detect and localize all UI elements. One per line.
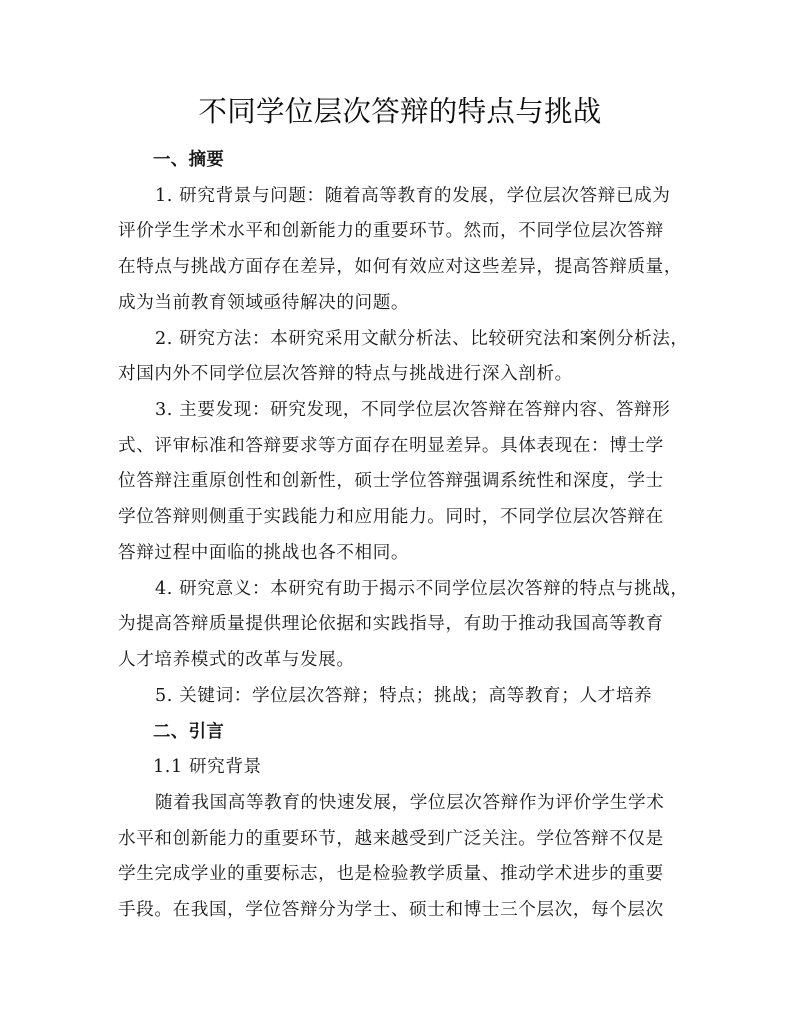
- paragraph-line: 答辩过程中面临的挑战也各不相同。: [118, 542, 410, 563]
- keywords-line: 5. 关键词：学位层次答辩；特点；挑战；高等教育；人才培养: [155, 685, 653, 706]
- paragraph-line: 学生完成学业的重要标志，也是检验教学质量、推动学术进步的重要: [118, 864, 664, 885]
- subsection-heading-background: 1.1 研究背景: [153, 757, 262, 778]
- section-heading-introduction: 二、引言: [153, 721, 225, 742]
- paragraph-line: 为提高答辩质量提供理论依据和实践指导，有助于推动我国高等教育: [118, 614, 664, 635]
- paragraph-line: 3. 主要发现：研究发现，不同学位层次答辩在答辩内容、答辩形: [155, 400, 671, 421]
- paragraph-line: 评价学生学术水平和创新能力的重要环节。然而，不同学位层次答辩: [118, 221, 664, 242]
- paragraph-line: 在特点与挑战方面存在差异，如何有效应对这些差异，提高答辩质量，: [118, 257, 683, 278]
- paragraph-line: 2. 研究方法：本研究采用文献分析法、比较研究法和案例分析法，: [155, 328, 689, 349]
- paragraph-line: 4. 研究意义：本研究有助于揭示不同学位层次答辩的特点与挑战，: [155, 578, 689, 599]
- paragraph-line: 对国内外不同学位层次答辩的特点与挑战进行深入剖析。: [118, 364, 573, 385]
- paragraph-line: 人才培养模式的改革与发展。: [118, 650, 355, 671]
- paragraph-line: 随着我国高等教育的快速发展，学位层次答辩作为评价学生学术: [155, 792, 665, 813]
- section-heading-abstract: 一、摘要: [153, 150, 225, 170]
- paragraph-line: 式、评审标准和答辩要求等方面存在明显差异。具体表现在：博士学: [118, 435, 664, 456]
- document-body: [118, 143, 689, 929]
- paragraph-line: 学位答辩则侧重于实践能力和应用能力。同时，不同学位层次答辩在: [118, 507, 664, 528]
- paragraph-line: 位答辩注重原创性和创新性，硕士学位答辩强调系统性和深度，学士: [118, 471, 664, 492]
- paragraph-line: 1. 研究背景与问题：随着高等教育的发展，学位层次答辩已成为: [155, 185, 671, 206]
- document-title: 不同学位层次答辩的特点与挑战: [198, 95, 602, 128]
- paragraph-line: 手段。在我国，学位答辩分为学士、硕士和博士三个层次，每个层次: [118, 900, 664, 921]
- paragraph-line: 成为当前教育领域亟待解决的问题。: [118, 292, 410, 313]
- paragraph-line: 水平和创新能力的重要环节，越来越受到广泛关注。学位答辩不仅是: [118, 828, 664, 849]
